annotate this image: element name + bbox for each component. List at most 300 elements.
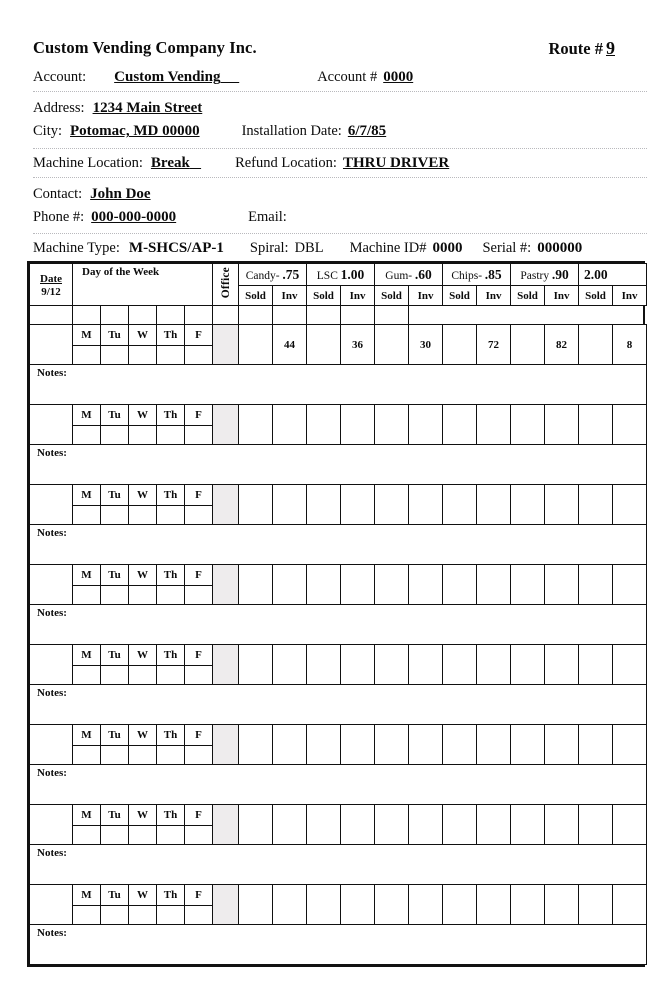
sold-cell-1-2[interactable] xyxy=(307,325,341,365)
inv-cell-2-3[interactable] xyxy=(409,405,443,445)
day-entry-m-1[interactable] xyxy=(73,346,101,365)
city-value[interactable]: Potomac, MD 00000 xyxy=(70,123,200,140)
inv-cell-2-6[interactable] xyxy=(613,405,647,445)
week-row-1 xyxy=(30,325,647,346)
notes-row-8 xyxy=(30,925,647,965)
inv-header-1: Inv xyxy=(273,286,307,306)
day-label-f: F xyxy=(185,805,213,826)
day-label-th: Th xyxy=(157,485,185,506)
day-entry-tu-7[interactable] xyxy=(101,826,129,845)
week-row-3 xyxy=(30,485,647,506)
day-label-w: W xyxy=(129,805,157,826)
product-header-4: Chips- .85 xyxy=(443,264,511,286)
machine-location-row xyxy=(33,155,647,172)
sold-cell-4-2[interactable] xyxy=(307,565,341,605)
address-value[interactable]: 1234 Main Street xyxy=(92,100,203,116)
day-entry-th-6[interactable] xyxy=(157,746,185,765)
machine-type-label: Machine Type: xyxy=(33,240,120,257)
inv-cell-8-1[interactable] xyxy=(273,885,307,925)
machine-location-value[interactable]: Break xyxy=(150,154,190,171)
inv-header-5: Inv xyxy=(545,286,579,306)
day-entry-w-2[interactable] xyxy=(129,426,157,445)
day-entry-f-6[interactable] xyxy=(185,746,213,765)
date-cell-2[interactable] xyxy=(30,405,73,445)
inv-cell-1-1[interactable]: 44 xyxy=(273,325,307,365)
sold-cell-5-6[interactable] xyxy=(579,645,613,685)
day-entry-m-3[interactable] xyxy=(73,506,101,525)
sold-cell-2-1[interactable] xyxy=(239,405,273,445)
account-value[interactable]: Custom Vending xyxy=(114,69,221,85)
day-label-th: Th xyxy=(157,645,185,666)
sold-cell-6-6[interactable] xyxy=(579,725,613,765)
route-log-table xyxy=(27,261,645,967)
address-label: Address: xyxy=(33,100,85,116)
header-divider-1 xyxy=(33,91,647,92)
sold-cell-2-3[interactable] xyxy=(375,405,409,445)
day-label-th: Th xyxy=(157,805,185,826)
day-entry-f-1[interactable] xyxy=(185,346,213,365)
header-divider-2 xyxy=(33,148,647,149)
day-entry-w-1[interactable] xyxy=(129,346,157,365)
header-filler-cell xyxy=(273,306,307,325)
notes-cell-7[interactable]: Notes: xyxy=(30,845,647,885)
header-filler-cell xyxy=(341,306,375,325)
inv-cell-5-6[interactable] xyxy=(613,645,647,685)
date-header: Date 9/12 xyxy=(30,264,73,306)
header-filler-cell xyxy=(239,306,273,325)
sold-cell-2-5[interactable] xyxy=(511,405,545,445)
inv-cell-7-6[interactable] xyxy=(613,805,647,845)
inv-header-6: Inv xyxy=(613,286,647,306)
day-label-tu: Tu xyxy=(101,805,129,826)
day-label-m: M xyxy=(73,565,101,586)
product-header-6: 2.00 xyxy=(579,264,647,286)
day-entry-f-4[interactable] xyxy=(185,586,213,605)
address-row xyxy=(33,98,647,119)
sold-cell-6-3[interactable] xyxy=(375,725,409,765)
day-label-w: W xyxy=(129,565,157,586)
sold-cell-6-4[interactable] xyxy=(443,725,477,765)
day-entry-tu-6[interactable] xyxy=(101,746,129,765)
sold-cell-1-6[interactable] xyxy=(579,325,613,365)
account-number-label: Account # xyxy=(317,69,378,85)
day-label-th: Th xyxy=(157,325,185,346)
machine-location-underline-tail xyxy=(190,155,201,172)
sold-cell-5-4[interactable] xyxy=(443,645,477,685)
day-label-w: W xyxy=(129,645,157,666)
account-value-underline-tail xyxy=(220,69,239,86)
sold-header-3: Sold xyxy=(375,286,409,306)
day-label-f: F xyxy=(185,885,213,906)
day-label-m: M xyxy=(73,325,101,346)
inv-cell-4-4[interactable] xyxy=(477,565,511,605)
sold-cell-4-3[interactable] xyxy=(375,565,409,605)
office-cell-5[interactable] xyxy=(213,645,239,685)
sold-cell-7-5[interactable] xyxy=(511,805,545,845)
week-row-2 xyxy=(30,405,647,426)
date-cell-7[interactable] xyxy=(30,805,73,845)
inv-cell-7-5[interactable] xyxy=(545,805,579,845)
inv-cell-5-4[interactable] xyxy=(477,645,511,685)
day-entry-th-3[interactable] xyxy=(157,506,185,525)
day-label-th: Th xyxy=(157,725,185,746)
sold-cell-5-3[interactable] xyxy=(375,645,409,685)
office-cell-4[interactable] xyxy=(213,565,239,605)
header-filler-cell xyxy=(30,306,73,325)
sold-cell-4-6[interactable] xyxy=(579,565,613,605)
day-entry-m-2[interactable] xyxy=(73,426,101,445)
product-header-3: Gum- .60 xyxy=(375,264,443,286)
inv-cell-7-4[interactable] xyxy=(477,805,511,845)
inv-header-2: Inv xyxy=(341,286,375,306)
day-label-f: F xyxy=(185,485,213,506)
notes-cell-5[interactable]: Notes: xyxy=(30,685,647,725)
contact-label: Contact: xyxy=(33,185,83,202)
route-log-grid xyxy=(29,263,647,965)
day-label-tu: Tu xyxy=(101,325,129,346)
header-filler-cell xyxy=(157,306,185,325)
header-row-products xyxy=(30,264,647,286)
inv-cell-2-4[interactable] xyxy=(477,405,511,445)
inv-cell-7-2[interactable] xyxy=(341,805,375,845)
inv-cell-3-6[interactable] xyxy=(613,485,647,525)
header-filler-cell xyxy=(375,306,409,325)
header-filler-cell xyxy=(129,306,157,325)
inv-cell-8-5[interactable] xyxy=(545,885,579,925)
day-label-m: M xyxy=(73,485,101,506)
sold-cell-5-2[interactable] xyxy=(307,645,341,685)
office-cell-7[interactable] xyxy=(213,805,239,845)
day-label-tu: Tu xyxy=(101,725,129,746)
sold-cell-7-2[interactable] xyxy=(307,805,341,845)
title-row xyxy=(33,38,647,58)
inv-cell-5-2[interactable] xyxy=(341,645,375,685)
header-filler-cell xyxy=(73,306,101,325)
sold-cell-8-5[interactable] xyxy=(511,885,545,925)
sold-cell-8-2[interactable] xyxy=(307,885,341,925)
inv-cell-8-3[interactable] xyxy=(409,885,443,925)
inv-cell-7-1[interactable] xyxy=(273,805,307,845)
week-row-7 xyxy=(30,805,647,826)
inv-cell-6-4[interactable] xyxy=(477,725,511,765)
sold-header-2: Sold xyxy=(307,286,341,306)
day-entry-th-5[interactable] xyxy=(157,666,185,685)
header-filler-cell xyxy=(213,306,239,325)
refund-location-value[interactable]: THRU DRIVER xyxy=(342,154,450,171)
sold-cell-7-6[interactable] xyxy=(579,805,613,845)
date-cell-1[interactable] xyxy=(30,325,73,365)
sold-cell-3-5[interactable] xyxy=(511,485,545,525)
machine-location-label: Machine Location: xyxy=(33,154,143,171)
inv-cell-6-6[interactable] xyxy=(613,725,647,765)
sold-cell-6-2[interactable] xyxy=(307,725,341,765)
day-entry-m-6[interactable] xyxy=(73,746,101,765)
sold-cell-6-1[interactable] xyxy=(239,725,273,765)
day-entry-w-3[interactable] xyxy=(129,506,157,525)
day-label-f: F xyxy=(185,645,213,666)
sold-header-4: Sold xyxy=(443,286,477,306)
sold-cell-2-2[interactable] xyxy=(307,405,341,445)
inv-cell-5-5[interactable] xyxy=(545,645,579,685)
day-label-th: Th xyxy=(157,565,185,586)
header-filler-cell xyxy=(307,306,341,325)
inv-cell-4-6[interactable] xyxy=(613,565,647,605)
notes-cell-3[interactable]: Notes: xyxy=(30,525,647,565)
route-value: 9 xyxy=(606,38,615,58)
inv-cell-5-3[interactable] xyxy=(409,645,443,685)
header-divider-3 xyxy=(33,177,647,178)
serial-label: Serial #: xyxy=(482,240,532,257)
account-number-value[interactable]: 0000 xyxy=(383,69,414,85)
day-label-m: M xyxy=(73,405,101,426)
sold-header-5: Sold xyxy=(511,286,545,306)
date-cell-5[interactable] xyxy=(30,645,73,685)
inv-cell-6-5[interactable] xyxy=(545,725,579,765)
notes-cell-8[interactable]: Notes: xyxy=(30,925,647,965)
week-row-5 xyxy=(30,645,647,666)
machine-type-value[interactable]: M-SHCS/AP-1 xyxy=(128,240,224,257)
inv-cell-7-3[interactable] xyxy=(409,805,443,845)
city-row xyxy=(33,121,647,142)
day-entry-m-7[interactable] xyxy=(73,826,101,845)
day-entry-f-8[interactable] xyxy=(185,906,213,925)
day-entry-f-5[interactable] xyxy=(185,666,213,685)
day-entry-w-8[interactable] xyxy=(129,906,157,925)
sold-cell-7-4[interactable] xyxy=(443,805,477,845)
sold-cell-3-2[interactable] xyxy=(307,485,341,525)
inv-cell-3-1[interactable] xyxy=(273,485,307,525)
day-label-th: Th xyxy=(157,885,185,906)
sold-cell-1-3[interactable] xyxy=(375,325,409,365)
day-label-tu: Tu xyxy=(101,885,129,906)
sold-cell-5-5[interactable] xyxy=(511,645,545,685)
day-entry-th-4[interactable] xyxy=(157,586,185,605)
contact-row xyxy=(33,184,647,205)
inv-cell-2-2[interactable] xyxy=(341,405,375,445)
day-entry-m-8[interactable] xyxy=(73,906,101,925)
day-entry-tu-8[interactable] xyxy=(101,906,129,925)
route-label: Route # xyxy=(548,39,603,58)
account-label: Account: xyxy=(33,69,87,85)
inv-cell-4-1[interactable] xyxy=(273,565,307,605)
sold-cell-3-4[interactable] xyxy=(443,485,477,525)
office-cell-6[interactable] xyxy=(213,725,239,765)
phone-label: Phone #: xyxy=(33,208,85,225)
header-filler-row xyxy=(30,306,647,325)
day-entry-tu-2[interactable] xyxy=(101,426,129,445)
sold-header-6: Sold xyxy=(579,286,613,306)
day-entry-m-4[interactable] xyxy=(73,586,101,605)
office-cell-2[interactable] xyxy=(213,405,239,445)
product-header-2: LSC 1.00 xyxy=(307,264,375,286)
sold-cell-5-1[interactable] xyxy=(239,645,273,685)
sold-cell-1-4[interactable] xyxy=(443,325,477,365)
inv-cell-4-2[interactable] xyxy=(341,565,375,605)
inv-cell-5-1[interactable] xyxy=(273,645,307,685)
machine-spec-row xyxy=(33,240,647,257)
header-divider-4 xyxy=(33,233,647,234)
sold-cell-4-1[interactable] xyxy=(239,565,273,605)
inv-cell-1-5[interactable]: 82 xyxy=(545,325,579,365)
notes-row-5 xyxy=(30,685,647,725)
office-cell-8[interactable] xyxy=(213,885,239,925)
date-cell-8[interactable] xyxy=(30,885,73,925)
inv-cell-8-2[interactable] xyxy=(341,885,375,925)
day-label-w: W xyxy=(129,405,157,426)
sold-cell-2-6[interactable] xyxy=(579,405,613,445)
day-entry-m-5[interactable] xyxy=(73,666,101,685)
inv-cell-4-5[interactable] xyxy=(545,565,579,605)
day-entry-tu-5[interactable] xyxy=(101,666,129,685)
sold-cell-2-4[interactable] xyxy=(443,405,477,445)
notes-row-7 xyxy=(30,845,647,885)
day-label-w: W xyxy=(129,485,157,506)
inv-cell-2-1[interactable] xyxy=(273,405,307,445)
day-entry-f-2[interactable] xyxy=(185,426,213,445)
inv-cell-3-5[interactable] xyxy=(545,485,579,525)
inv-cell-1-3[interactable]: 30 xyxy=(409,325,443,365)
phone-row xyxy=(33,207,647,228)
refund-location-label: Refund Location: xyxy=(235,154,337,171)
inv-cell-8-6[interactable] xyxy=(613,885,647,925)
day-label-w: W xyxy=(129,325,157,346)
inv-cell-3-4[interactable] xyxy=(477,485,511,525)
day-entry-tu-1[interactable] xyxy=(101,346,129,365)
day-label-m: M xyxy=(73,725,101,746)
sold-cell-4-5[interactable] xyxy=(511,565,545,605)
serial-value[interactable]: 000000 xyxy=(537,240,583,257)
machine-id-label: Machine ID# xyxy=(349,240,427,257)
grid-body xyxy=(30,264,647,965)
product-header-1: Candy- .75 xyxy=(239,264,307,286)
notes-cell-6[interactable]: Notes: xyxy=(30,765,647,805)
installation-date-value[interactable]: 6/7/85 xyxy=(347,123,387,140)
week-row-8 xyxy=(30,885,647,906)
sold-cell-8-3[interactable] xyxy=(375,885,409,925)
city-label: City: xyxy=(33,123,63,140)
sold-cell-8-4[interactable] xyxy=(443,885,477,925)
sold-cell-6-5[interactable] xyxy=(511,725,545,765)
inv-cell-1-4[interactable]: 72 xyxy=(477,325,511,365)
inv-cell-8-4[interactable] xyxy=(477,885,511,925)
sold-cell-3-1[interactable] xyxy=(239,485,273,525)
day-label-tu: Tu xyxy=(101,405,129,426)
company-name: Custom Vending Company Inc. xyxy=(33,38,257,57)
office-header: Office xyxy=(213,264,239,306)
notes-row-4 xyxy=(30,605,647,645)
notes-row-6 xyxy=(30,765,647,805)
week-row-6 xyxy=(30,725,647,746)
date-cell-3[interactable] xyxy=(30,485,73,525)
day-label-f: F xyxy=(185,725,213,746)
inv-cell-6-3[interactable] xyxy=(409,725,443,765)
machine-id-value[interactable]: 0000 xyxy=(432,240,463,257)
inv-cell-6-2[interactable] xyxy=(341,725,375,765)
day-label-m: M xyxy=(73,645,101,666)
day-label-th: Th xyxy=(157,405,185,426)
sold-cell-3-6[interactable] xyxy=(579,485,613,525)
document-header xyxy=(33,38,647,257)
notes-row-3 xyxy=(30,525,647,565)
account-row xyxy=(33,69,647,86)
email-label: Email: xyxy=(248,208,287,225)
day-label-m: M xyxy=(73,885,101,906)
inv-cell-1-6[interactable]: 8 xyxy=(613,325,647,365)
sold-cell-3-3[interactable] xyxy=(375,485,409,525)
installation-date-label: Installation Date: xyxy=(241,123,342,140)
day-entry-w-4[interactable] xyxy=(129,586,157,605)
product-header-5: Pastry .90 xyxy=(511,264,579,286)
day-label-tu: Tu xyxy=(101,565,129,586)
day-label-tu: Tu xyxy=(101,645,129,666)
day-label-f: F xyxy=(185,325,213,346)
sold-header-1: Sold xyxy=(239,286,273,306)
day-entry-th-8[interactable] xyxy=(157,906,185,925)
inv-header-4: Inv xyxy=(477,286,511,306)
day-of-week-header: Day of the Week xyxy=(73,264,213,306)
day-entry-w-6[interactable] xyxy=(129,746,157,765)
sold-cell-1-1[interactable] xyxy=(239,325,273,365)
spiral-label: Spiral: xyxy=(249,240,289,257)
day-entry-tu-4[interactable] xyxy=(101,586,129,605)
day-entry-th-1[interactable] xyxy=(157,346,185,365)
day-label-tu: Tu xyxy=(101,485,129,506)
week-row-4 xyxy=(30,565,647,586)
day-entry-w-7[interactable] xyxy=(129,826,157,845)
notes-cell-4[interactable]: Notes: xyxy=(30,605,647,645)
sold-cell-7-3[interactable] xyxy=(375,805,409,845)
header-filler-cell xyxy=(185,306,213,325)
inv-cell-3-2[interactable] xyxy=(341,485,375,525)
inv-cell-4-3[interactable] xyxy=(409,565,443,605)
day-entry-f-3[interactable] xyxy=(185,506,213,525)
sold-cell-4-4[interactable] xyxy=(443,565,477,605)
date-cell-6[interactable] xyxy=(30,725,73,765)
notes-row-2 xyxy=(30,445,647,485)
day-entry-th-7[interactable] xyxy=(157,826,185,845)
day-entry-f-7[interactable] xyxy=(185,826,213,845)
office-cell-1[interactable] xyxy=(213,325,239,365)
day-label-w: W xyxy=(129,885,157,906)
inv-cell-6-1[interactable] xyxy=(273,725,307,765)
phone-value[interactable]: 000-000-0000 xyxy=(91,208,177,225)
inv-cell-3-3[interactable] xyxy=(409,485,443,525)
day-label-m: M xyxy=(73,805,101,826)
office-cell-3[interactable] xyxy=(213,485,239,525)
inv-cell-2-5[interactable] xyxy=(545,405,579,445)
day-label-w: W xyxy=(129,725,157,746)
day-entry-th-2[interactable] xyxy=(157,426,185,445)
day-entry-w-5[interactable] xyxy=(129,666,157,685)
day-label-f: F xyxy=(185,405,213,426)
day-label-f: F xyxy=(185,565,213,586)
notes-cell-2[interactable]: Notes: xyxy=(30,445,647,485)
sold-cell-8-6[interactable] xyxy=(579,885,613,925)
date-cell-4[interactable] xyxy=(30,565,73,605)
notes-cell-1[interactable]: Notes: xyxy=(30,365,647,405)
sold-cell-7-1[interactable] xyxy=(239,805,273,845)
day-entry-tu-3[interactable] xyxy=(101,506,129,525)
inv-header-3: Inv xyxy=(409,286,443,306)
sold-cell-1-5[interactable] xyxy=(511,325,545,365)
notes-row-1 xyxy=(30,365,647,405)
contact-value[interactable]: John Doe xyxy=(90,185,151,202)
sold-cell-8-1[interactable] xyxy=(239,885,273,925)
route-field xyxy=(548,38,615,59)
header-filler-cell xyxy=(101,306,129,325)
spiral-value[interactable]: DBL xyxy=(294,240,324,257)
inv-cell-1-2[interactable]: 36 xyxy=(341,325,375,365)
